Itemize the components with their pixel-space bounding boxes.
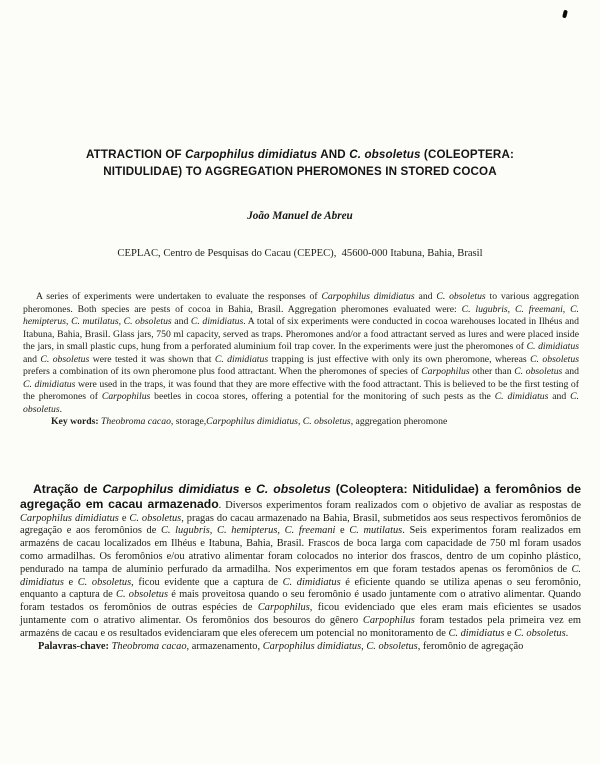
abstract-portuguese-paragraph bbox=[20, 483, 581, 641]
affiliation: CEPLAC, Centro de Pesquisas do Cacau (CEPEC), 45600-000 Itabuna, Bahia, Brasil bbox=[117, 248, 483, 259]
keywords-label: Key words: bbox=[51, 416, 102, 428]
portuguese-keywords-text: Theobroma cacao, armazenamento, Carpophilus dimidiatus, C. obsoletus, feromônio de agregação bbox=[111, 640, 524, 652]
portuguese-keywords-line bbox=[20, 641, 581, 654]
abstract-english bbox=[23, 291, 579, 429]
abstract-portuguese bbox=[20, 483, 581, 653]
ink-spot-icon bbox=[562, 10, 568, 19]
page-title bbox=[30, 147, 570, 180]
keywords-text: Theobroma cacao, storage,Carpophilus dimidiatus, C. obsoletus, aggregation pheromone bbox=[101, 416, 448, 428]
keywords-line bbox=[23, 416, 579, 429]
portuguese-body-text: . Diversos experimentos foram realizados com o objetivo de avaliar as respostas de Carpophilus dimidiatus e C. obsoletus, pragas do cacau armazenado na Bahia, Brasil, submetidos aos seus respectivos feromônios de agregação e aos feromônios de C. lugubris, C. hemipterus, C. freemani e C. mutilatus. Seis experimentos foram realizados em armazéns de cacau localizados em Ilhéus e Itabuna, Bahia, Brasil. Frascos de boca larga com capacidade de 750 ml foram usados como armadilhas. Os feromônios e/ou atrativo alimentar foram colocados no interior dos frascos, dentro de um copinho plástico, pendurado na tampa de alumínio perfurado da armadilha. Nos experimentos em que foram testados apenas os feromônios de C. dimidiatus e C. obsoletus, ficou evidente que a captura de C. dimidiatus é eficiente quando se utiliza apenas o seu feromônio, enquanto a captura de C. obsoletus é mais proveitosa quando o seu feromônio é usado juntamente com o atrativo alimentar. Quando foram testados os feromônios de outras espécies de Carpophilus, ficou evidenciado que eles eram mais eficientes se usados juntamente com o atrativo alimentar. Os feromônios dos besouros do gênero Carpophilus foram testados pela primeira vez em armazéns de cacau e os resultados evidenciaram que eles oferecem um potencial no monitoramento de C. dimidiatus e C. obsoletus. bbox=[20, 499, 581, 639]
page-title-line-2: NITIDULIDAE) TO AGGREGATION PHEROMONES IN STORED COCOA bbox=[103, 164, 497, 178]
abstract-english-paragraph: A series of experiments were undertaken to evaluate the responses of Carpophilus dimidiatus and C. obsoletus to various aggregation pheromones. Both species are pests of cocoa in Bahia, Brasil. Aggregation pheromones evaluated were: C. lugubris, C. freemani, C. hemipterus, C. mutilatus, C. obsoletus and C. dimidiatus. A total of six experiments were conducted in cocoa warehouses located in Ilhéus and Itabuna, Bahia, Brasil. Glass jars, 750 ml capacity, served as traps. Pheromones and/or a food attractant served as lures and were placed inside the jars, in small plastic cups, hung from a perforated aluminium foil trap cover. In the experiments were just the pheromones of C. dimidiatus and C. obsoletus were tested it was shown that C. dimidiatus trapping is just effective with only its own pheromone, whereas C. obsoletus prefers a combination of its own pheromone plus food attractant. When the pheromones of species of Carpophilus other than C. obsoletus and C. dimidiatus were used in the traps, it was found that they are more effective with the food attractant. This is believed to be the first testing of the pheromones of Carpophilus beetles in cocoa stores, offering a potential for the monitoring of such pests as the C. dimidiatus and C. obsoletus. bbox=[23, 291, 580, 415]
page-title-line-1: ATTRACTION OF Carpophilus dimidiatus AND C. obsoletus (COLEOPTERA: bbox=[86, 148, 514, 161]
author-name: João Manuel de Abreu bbox=[247, 210, 353, 222]
portuguese-heading: Atração de Carpophilus dimidiatus e C. obsoletus (Coleoptera: Nitidulidae) a feromônios de agregação em cacau armazenado bbox=[20, 482, 581, 511]
portuguese-keywords-label: Palavras-chave: bbox=[38, 640, 112, 652]
